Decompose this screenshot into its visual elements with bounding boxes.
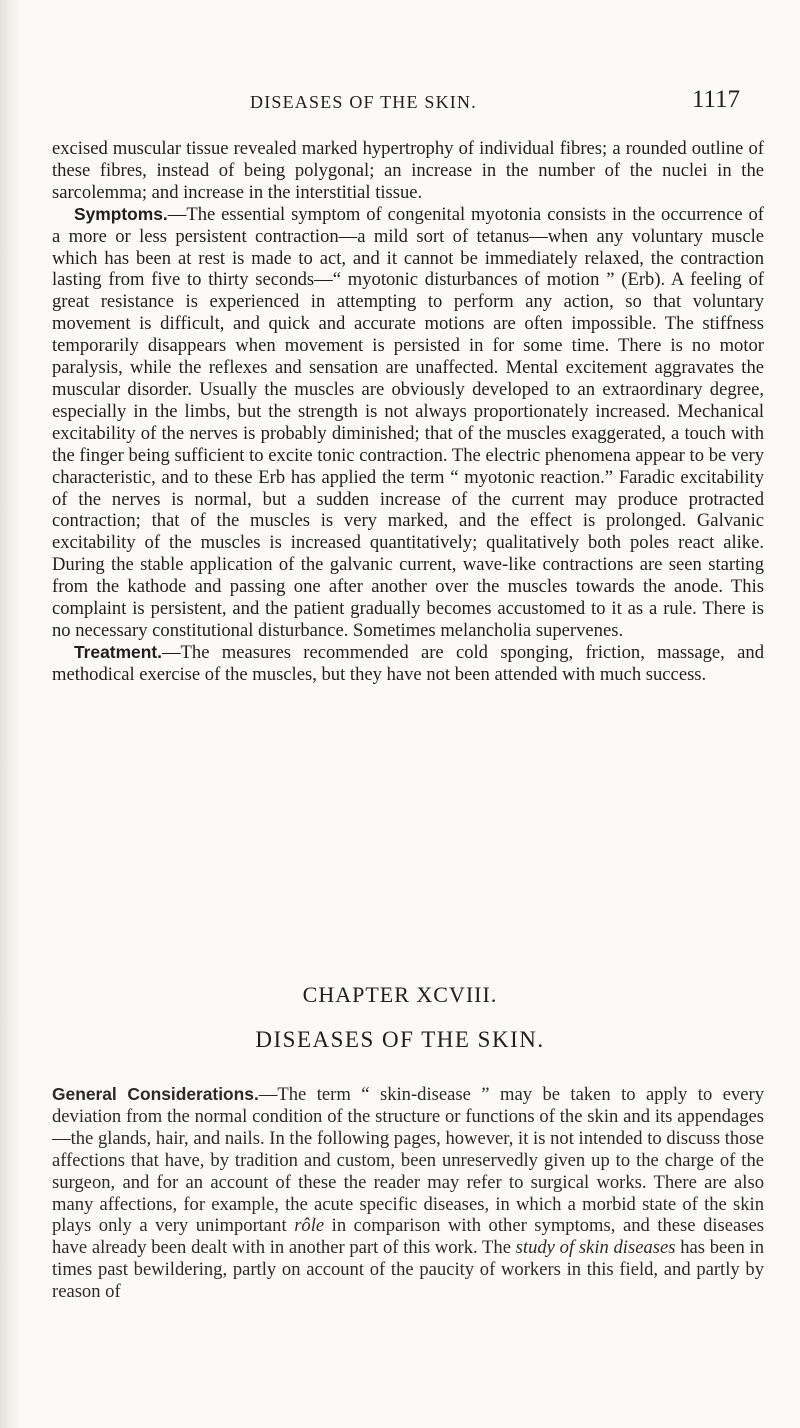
paragraph-text: in comparison with other symptoms, and these diseases have already been dealt with in another part of this work. The bbox=[52, 1215, 764, 1259]
paragraph-pathology-continued bbox=[52, 138, 764, 204]
chapter-number: CHAPTER XCVIII. bbox=[302, 982, 498, 1007]
paragraph-text: —The term “ skin-disease ” may be taken to apply to every deviation from the normal condition of the structure or functions of the skin and its appendages—the glands, hair, and nails. In the following pages, however, it is not intended to discuss those affections that have, by tradition and custom, been unreservedly given up to the charge of the surgeon, and for an account of these the reader may refer to surgical works. There are also many affections, for example, the acute specific diseases, in which a morbid state of the skin plays only a very unimportant bbox=[52, 1084, 764, 1237]
general-considerations-heading: General Considerations. bbox=[52, 1084, 259, 1104]
paragraph-text: —The essential symptom of congenital myotonia consists in the occurrence of a more or less persistent contraction—a mild sort of tetanus—when any voluntary muscle which has been at rest is made to act, and it cannot be immediately relaxed, the contraction lasting from five to thirty seconds—“ myotonic disturbances of motion ” (Erb). A feeling of great resistance is experienced in attempting to perform any action, so that voluntary movement is difficult, and quick and accurate motions are often impossible. The stiffness temporarily disappears when movement is persisted in for some time. There is no motor paralysis, while the reflexes and sensation are unaffected. Mental excitement aggravates the muscular disorder. Usually the muscles are obviously developed to an extraordinary degree, especially in the limbs, but the strength is not always proportionately increased. Mechanical excitability of the nerves is probably diminished; that of the muscles exaggerated, a touch with the finger being sufficient to excite tonic contraction. The electric phenomena appear to be very characteristic, and to these Erb has applied the term “ myotonic reaction.” Faradic excitability of the nerves is normal, but a sudden increase of the current may produce protracted contraction; that of the muscles is very marked, and the effect is prolonged. Galvanic excitability of the muscles is increased quantitatively; qualitatively both poles react alike. During the stable application of the galvanic current, wave-like contractions are seen starting from the kathode and passing one after another over the muscles towards the anode. This complaint is persistent, and the patient gradually becomes accustomed to it as a rule. There is no necessary constitutional disturbance. Sometimes melancholia supervenes. bbox=[52, 203, 764, 641]
running-head bbox=[250, 86, 740, 122]
italic-term-study: study of skin diseases bbox=[515, 1237, 676, 1259]
paragraph-text: excised muscular tissue revealed marked hypertrophy of individual fibres; a rounded outline of these fibres, instead of being polygonal; an increase in the number of the nuclei in the sarcolemma; and increase in the interstitial tissue. bbox=[52, 138, 764, 203]
binding-gutter-shadow bbox=[0, 0, 22, 1428]
treatment-heading: Treatment. bbox=[74, 641, 162, 662]
body-text-top bbox=[52, 138, 764, 686]
chapter-title: DISEASES OF THE SKIN. bbox=[255, 1027, 545, 1052]
paragraph-general-considerations bbox=[52, 1084, 764, 1303]
paragraph-text: has been in times past bewildering, partly on account of the paucity of workers in this field, and partly by reason of bbox=[52, 1237, 764, 1303]
paragraph-treatment bbox=[52, 642, 764, 686]
body-text-bottom bbox=[52, 1084, 764, 1303]
paragraph-symptoms bbox=[52, 204, 764, 642]
running-head-title: DISEASES OF THE SKIN. bbox=[250, 92, 477, 112]
italic-term-role: rôle bbox=[294, 1215, 325, 1237]
symptoms-heading: Symptoms. bbox=[74, 203, 168, 224]
page-number: 1117 bbox=[691, 86, 740, 113]
paragraph-text: —The measures recommended are cold sponging, friction, massage, and methodical exercise of the muscles, but they have not been attended with much success. bbox=[52, 641, 764, 685]
